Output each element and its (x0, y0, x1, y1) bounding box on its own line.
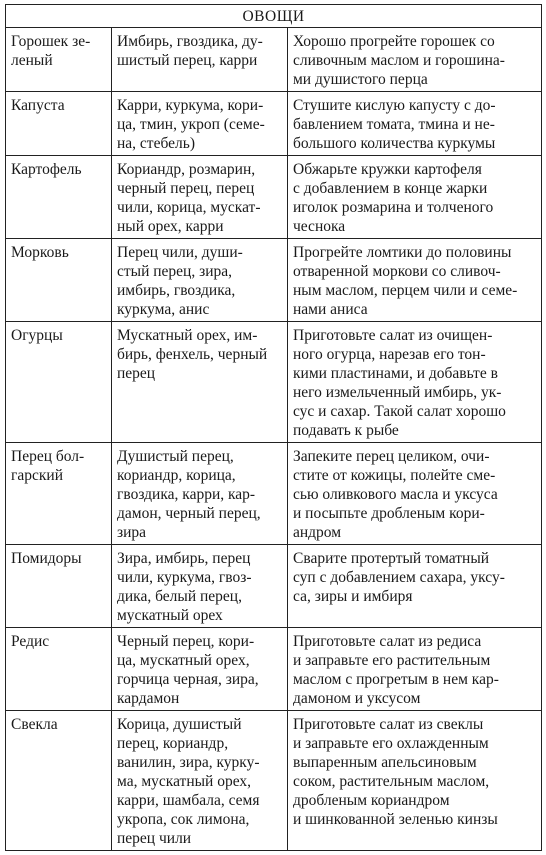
recipe-cell-line: маслом с прогретым в нем кар- (293, 671, 499, 688)
recipe-cell-line: Прогрейте ломтики до половины (293, 244, 512, 261)
spices-cell (112, 711, 288, 851)
spices-cell-line: кардамон (117, 690, 180, 707)
recipe-cell (288, 156, 542, 239)
recipe-cell-line: Обжарьте кружки картофеля (293, 161, 482, 178)
spices-cell-line: ца, тмин, укроп (семе- (117, 116, 265, 133)
spices-cell-line: ный орех, карри (117, 218, 224, 235)
spices-cell-line: Зира, имбирь, перец (117, 550, 251, 567)
recipe-cell-line: Приготовьте салат из редиса (293, 633, 482, 650)
recipe-cell-line: Стушите кислую капусту с до- (293, 97, 496, 114)
spices-cell-line: Мускатный орех, им- (117, 327, 258, 344)
spices-cell-line: дика, белый перец, (117, 588, 242, 605)
recipe-cell-line: чеснока (293, 218, 346, 235)
recipe-cell-line: Хорошо прогрейте горошек со (293, 33, 495, 50)
recipe-cell-line: и заправьте его растительным (293, 652, 491, 669)
vegetable-name-cell-line: Капуста (11, 97, 65, 114)
spices-cell-line: бирь, фенхель, черный (117, 346, 268, 363)
recipe-cell-line: стите от кожицы, полейте сме- (293, 467, 496, 484)
recipe-cell-line: са, зиры и имбиря (293, 588, 413, 605)
recipe-cell-line: суп с добавлением сахара, уксу- (293, 569, 505, 586)
recipe-cell-line: и шинкованной зеленью кинзы (293, 811, 498, 828)
spices-cell-line: Карри, куркума, кори- (117, 97, 264, 114)
recipe-cell-line: соком, растительным маслом, (293, 773, 490, 790)
vegetable-name-cell-line: гарский (11, 467, 63, 484)
table-row (6, 156, 542, 239)
spices-cell-line: шистый перец, карри (117, 52, 258, 69)
spices-cell-line: ца, мускатный орех, (117, 652, 250, 669)
spices-cell-line: кориандр, корица, (117, 467, 236, 484)
table-row (6, 711, 542, 851)
vegetable-name-cell-line: Помидоры (11, 550, 82, 567)
spices-cell (112, 628, 288, 711)
recipe-cell-line: дробленым кориандром (293, 792, 450, 809)
recipe-cell (288, 545, 542, 628)
vegetable-name-cell (6, 156, 112, 239)
recipe-cell-line: большого количества куркумы (293, 135, 496, 152)
recipe-cell-line: и посыпьте дробленым кори- (293, 505, 485, 522)
recipe-cell-line: андром (293, 524, 342, 541)
spices-cell-line: Корица, душистый (117, 716, 242, 733)
recipe-cell-line: Приготовьте салат из свеклы (293, 716, 484, 733)
spices-cell-line: на, стебель) (117, 135, 195, 152)
table-row (6, 28, 542, 92)
recipe-cell (288, 322, 542, 443)
table-row (6, 322, 542, 443)
recipe-cell-line: подавать к рыбе (293, 422, 399, 439)
spices-cell-line: Душистый перец, (117, 448, 234, 465)
recipe-cell-line: и заправьте его охлажденным (293, 735, 489, 752)
spices-cell-line: ма, мускатный орех, (117, 773, 251, 790)
spices-cell-line: Перец чили, души- (117, 244, 243, 261)
spices-cell-line: Кориандр, розмарин, (117, 161, 256, 178)
recipe-cell-line: ного огурца, нарезав его тон- (293, 346, 486, 363)
table-title: ОВОЩИ (6, 5, 542, 28)
vegetable-name-cell (6, 628, 112, 711)
spices-cell-line: дамон, черный перец, (117, 505, 261, 522)
spices-cell (112, 28, 288, 92)
recipe-cell-line: Приготовьте салат из очищен- (293, 327, 493, 344)
vegetable-name-cell-line: Свекла (11, 716, 58, 733)
spices-cell (112, 545, 288, 628)
vegetables-spice-table (5, 4, 542, 851)
spices-cell-line: чили, корица, мускат- (117, 199, 261, 216)
vegetable-name-cell-line: Огурцы (11, 327, 63, 344)
spices-cell-line: мускатный орех (117, 607, 223, 624)
vegetable-name-cell (6, 711, 112, 851)
recipe-cell-line: ми душистого перца (293, 71, 428, 88)
spices-cell (112, 92, 288, 156)
spices-cell-line: Имбирь, гвоздика, ду- (117, 33, 263, 50)
recipe-cell (288, 628, 542, 711)
vegetable-name-cell-line: леный (11, 52, 53, 69)
vegetable-name-cell (6, 545, 112, 628)
spices-cell-line: карри, шамбала, семя (117, 792, 260, 809)
spices-cell-line: имбирь, гвоздика, (117, 282, 236, 299)
recipe-cell-line: сус и сахар. Такой салат хорошо (293, 403, 506, 420)
table-title-row (6, 5, 542, 28)
table-row (6, 92, 542, 156)
spices-cell-line: куркума, анис (117, 301, 210, 318)
recipe-cell-line: него измельченный имбирь, ук- (293, 384, 502, 401)
spices-cell-line: перец чили (117, 830, 192, 847)
recipe-cell-line: иголок розмарина и толченого (293, 199, 494, 216)
recipe-cell-line: ным маслом, перцем чили и семе- (293, 282, 518, 299)
table-row (6, 239, 542, 322)
recipe-cell-line: выпаренным апельсиновым (293, 754, 477, 771)
recipe-cell (288, 443, 542, 545)
recipe-cell (288, 28, 542, 92)
vegetable-name-cell (6, 443, 112, 545)
vegetable-name-cell (6, 28, 112, 92)
recipe-cell-line: кими пластинами, и добавьте в (293, 365, 498, 382)
recipe-cell-line: Запеките перец целиком, очи- (293, 448, 490, 465)
vegetable-name-cell-line: Перец бол- (11, 448, 85, 465)
spices-cell-line: укропа, сок лимона, (117, 811, 250, 828)
spices-cell-line: ванилин, зира, курку- (117, 754, 260, 771)
recipe-cell-line: сью оливкового масла и уксуса (293, 486, 498, 503)
spices-cell-line: черный перец, перец (117, 180, 255, 197)
vegetable-name-cell-line: Картофель (11, 161, 82, 178)
spices-cell-line: стый перец, зира, (117, 263, 233, 280)
vegetable-name-cell-line: Редис (11, 633, 50, 650)
recipe-cell-line: нами аниса (293, 301, 368, 318)
spices-cell-line: Черный перец, кори- (117, 633, 255, 650)
vegetable-name-cell-line: Горошек зе- (11, 33, 91, 50)
table-row (6, 545, 542, 628)
vegetable-name-cell (6, 239, 112, 322)
recipe-cell-line: отваренной моркови со сливоч- (293, 263, 501, 280)
table-row (6, 443, 542, 545)
spices-cell-line: гвоздика, карри, кар- (117, 486, 256, 503)
recipe-cell-line: сливочным маслом и горошина- (293, 52, 505, 69)
spices-cell (112, 239, 288, 322)
recipe-cell (288, 711, 542, 851)
vegetable-name-cell-line: Морковь (11, 244, 69, 261)
recipe-cell (288, 239, 542, 322)
recipe-cell-line: с добавлением в конце жарки (293, 180, 488, 197)
spices-cell-line: перец (117, 365, 156, 382)
spices-cell-line: перец, кориандр, (117, 735, 229, 752)
spices-cell-line: горчица черная, зира, (117, 671, 259, 688)
recipe-cell-line: дамоном и уксусом (293, 690, 421, 707)
spices-cell-line: зира (117, 524, 147, 541)
recipe-cell-line: Сварите протертый томатный (293, 550, 490, 567)
spices-cell (112, 443, 288, 545)
vegetable-name-cell (6, 322, 112, 443)
table-body (6, 28, 542, 851)
table-row (6, 628, 542, 711)
vegetable-name-cell (6, 92, 112, 156)
spices-cell (112, 156, 288, 239)
recipe-cell-line: бавлением томата, тмина и не- (293, 116, 495, 133)
spices-cell-line: чили, куркума, гвоз- (117, 569, 252, 586)
recipe-cell (288, 92, 542, 156)
spices-cell (112, 322, 288, 443)
